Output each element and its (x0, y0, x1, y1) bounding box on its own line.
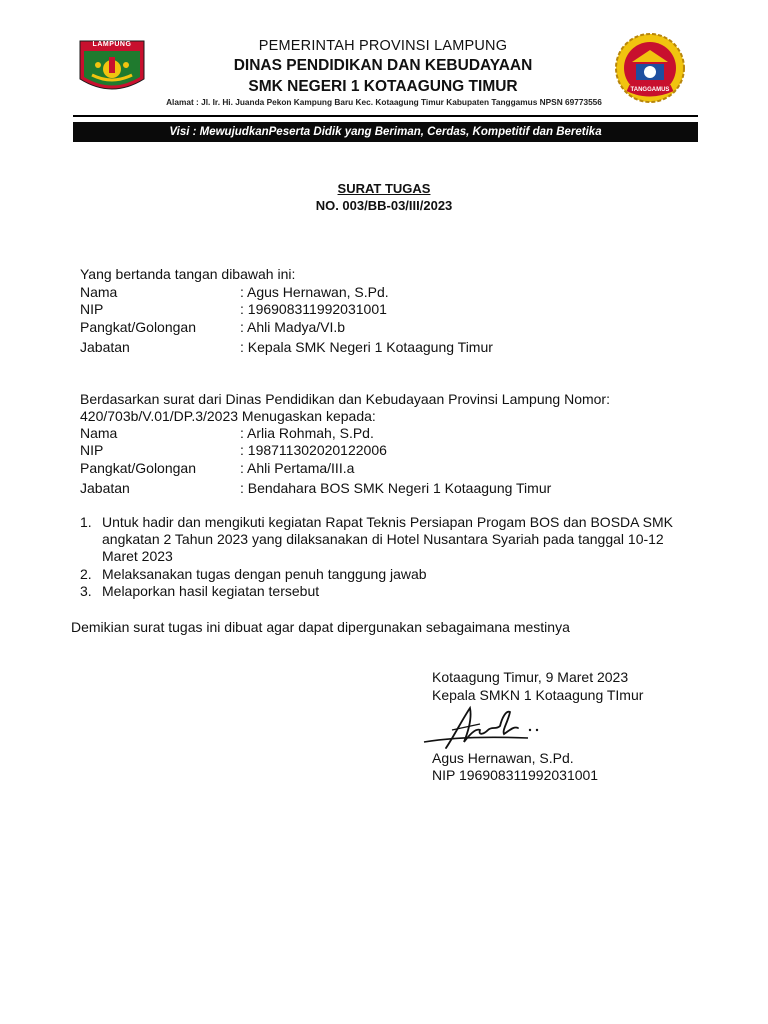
signer-value-pangkat: : Ahli Madya/VI.b (240, 319, 346, 335)
document-title: SURAT TUGAS (337, 181, 431, 196)
assignee-value-jabatan: : Bendahara BOS SMK Negeri 1 Kotaagung Timur (240, 480, 552, 496)
signature-nip: NIP 196908311992031001 (432, 767, 599, 783)
signer-intro: Yang bertanda tangan dibawah ini: (80, 266, 296, 282)
assignee-label-jabatan: Jabatan (80, 480, 130, 496)
header-school: SMK NEGERI 1 KOTAAGUNG TIMUR (248, 78, 518, 95)
signature-place-date: Kotaagung Timur, 9 Maret 2023 (432, 669, 629, 685)
signer-value-nama: : Agus Hernawan, S.Pd. (240, 284, 389, 300)
signer-label-nama: Nama (80, 284, 118, 300)
assignee-label-pangkat: Pangkat/Golongan (80, 460, 196, 476)
tanggamus-regency-logo (614, 32, 686, 104)
task-text-1: Untuk hadir dan mengikuti kegiatan Rapat Teknis Persiapan Progam BOS dan BOSDA SMK angkatan 2 Tahun 2023 yang dilaksanakan di Hotel Nusantara Syariah pada tanggal 10-12 Maret 2023 (102, 514, 673, 564)
assignee-value-pangkat: : Ahli Pertama/III.a (240, 460, 355, 476)
signer-value-jabatan: : Kepala SMK Negeri 1 Kotaagung Timur (240, 339, 493, 355)
task-text-2: Melaksanakan tugas dengan penuh tanggung jawab (102, 566, 427, 582)
header-address: Alamat : Jl. Ir. Hi. Juanda Pekon Kampung Baru Kec. Kotaagung Timur Kabupaten Tanggamus NPSN 69773556 (166, 97, 602, 107)
document-number: NO. 003/BB-03/III/2023 (315, 198, 453, 213)
signature-name: Agus Hernawan, S.Pd. (432, 750, 574, 766)
assignee-value-nama: : Arlia Rohmah, S.Pd. (240, 425, 374, 441)
signer-label-jabatan: Jabatan (80, 339, 130, 355)
task-number-2: 2. (80, 566, 92, 582)
signer-label-nip: NIP (80, 301, 104, 317)
assignee-value-nip: : 198711302020122006 (240, 442, 387, 458)
signer-value-nip: : 196908311992031001 (240, 301, 387, 317)
task-text-3: Melaporkan hasil kegiatan tersebut (102, 583, 320, 599)
assignee-label-nip: NIP (80, 442, 104, 458)
lampung-logo-label: LAMPUNG (92, 41, 132, 48)
signature-position: Kepala SMKN 1 Kotaagung TImur (432, 687, 644, 703)
signer-label-pangkat: Pangkat/Golongan (80, 319, 196, 335)
lampung-province-logo (78, 39, 146, 99)
task-number-3: 3. (80, 583, 92, 599)
header-government: PEMERINTAH PROVINSI LAMPUNG (258, 38, 508, 54)
task-number-1: 1. (80, 514, 92, 530)
header-agency: DINAS PENDIDIKAN DAN KEBUDAYAAN (233, 57, 533, 74)
assignee-label-nama: Nama (80, 425, 118, 441)
assignee-intro-line2: 420/703b/V.01/DP.3/2023 Menugaskan kepada: (80, 408, 376, 424)
tanggamus-logo-label: TANGGAMUS (630, 87, 670, 93)
closing-statement: Demikian surat tugas ini dibuat agar dapat dipergunakan sebagaimana mestinya (71, 619, 570, 635)
assignee-intro-line1: Berdasarkan surat dari Dinas Pendidikan dan Kebudayaan Provinsi Lampung Nomor: (80, 391, 610, 407)
header-rule (73, 115, 698, 117)
visi-banner: Visi : MewujudkanPeserta Didik yang Beriman, Cerdas, Kompetitif dan Beretika (73, 122, 698, 142)
